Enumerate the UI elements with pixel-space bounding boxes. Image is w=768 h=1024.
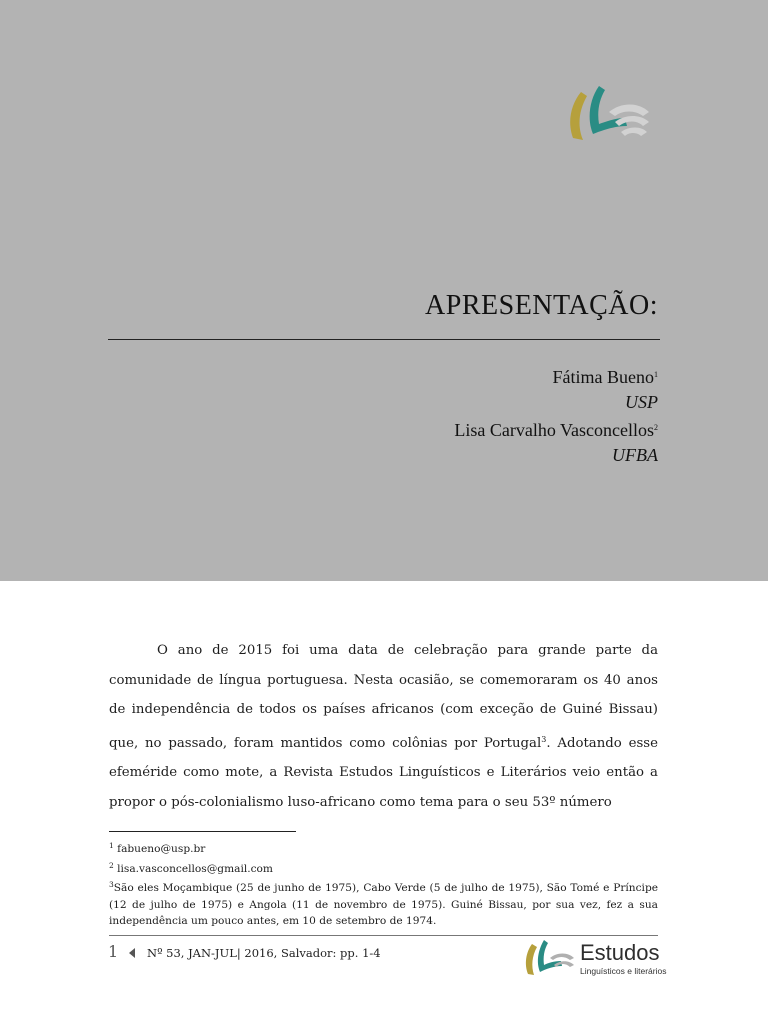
author-name: Fátima Bueno$^1$ bbox=[552, 367, 658, 387]
footnote: $^3$São eles Moçambique (25 de junho de 1975), Cabo Verde (5 de julho de 1975), São Tomé e Príncipe (12 de julho de 1975) e Angola (11 de novembro de 1975). Guiné Bissau, por sua vez, fez a sua independência um pouco antes, em 10 de setembro de 1974. bbox=[109, 880, 658, 927]
journal-logo-icon bbox=[563, 82, 655, 148]
footnote-ref: 1 bbox=[654, 370, 658, 379]
citation-text: Nº 53, JAN-JUL| 2016, Salvador: pp. 1-4 bbox=[147, 946, 381, 960]
authors-block bbox=[454, 362, 658, 468]
title-divider bbox=[108, 339, 660, 340]
footnote: $^2$ lisa.vasconcellos@gmail.com bbox=[109, 860, 273, 875]
footer-logo-icon bbox=[522, 938, 578, 980]
triangle-left-icon bbox=[129, 948, 135, 958]
body-paragraph: O ano de 2015 foi uma data de celebração para grande parte da comunidade de língua portuguesa. Nesta ocasião, se comemoraram os 40 anos de independência de todos os países africanos (com exceção de Guiné Bissau) que, no passado, foram mantidos como colônias por Portugal$^3$. Adotando esse efeméride como mote, a Revista Estudos Linguísticos e Literários veio então a propor o pós-colonialismo luso-africano como tema para o seu 53º número bbox=[109, 643, 658, 810]
footnotes bbox=[109, 838, 658, 930]
author-institution: UFBA bbox=[612, 445, 658, 465]
author-name: Lisa Carvalho Vasconcellos$^2$ bbox=[454, 420, 658, 440]
page-number: 1 bbox=[108, 942, 119, 961]
footer-brand-subtitle: Linguísticos e literários bbox=[580, 966, 667, 976]
footnote-ref: 3 bbox=[541, 734, 547, 744]
footnote-divider bbox=[109, 831, 296, 832]
author-institution: USP bbox=[625, 392, 658, 412]
footnote: $^1$ fabueno@usp.br bbox=[109, 841, 206, 855]
footer-divider bbox=[109, 935, 658, 936]
page-title: APRESENTAÇÃO: bbox=[425, 290, 658, 321]
footnote-ref: 2 bbox=[654, 423, 658, 432]
footer-brand: Estudos bbox=[580, 940, 660, 965]
